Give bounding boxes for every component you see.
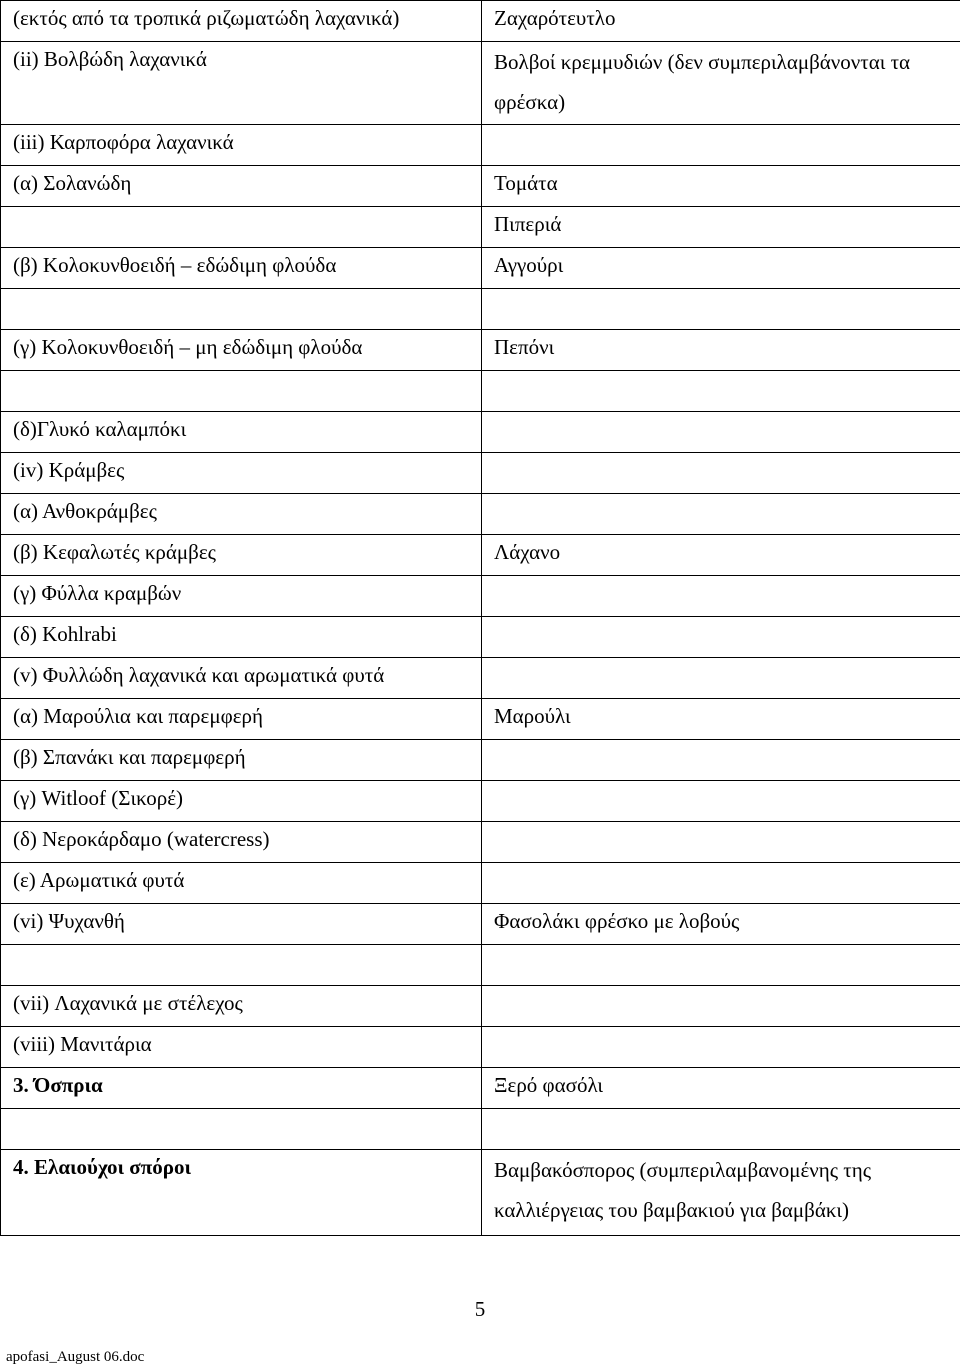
table-cell-category [1,740,482,781]
table-row [1,1109,960,1150]
cell-text [494,781,950,788]
table-cell-category [1,699,482,740]
cell-text: (γ) Κολοκυνθοειδή – μη εδώδιμη φλούδα [13,335,363,359]
table-cell-category [1,42,482,125]
cell-text: Βολβοί κρεμμυδιών (δεν συμπεριλαμβάνονται τα φρέσκα) [494,50,911,114]
cell-text [494,822,950,829]
table-cell-category [1,535,482,576]
table-row [1,330,960,371]
cell-text [494,494,950,501]
table-cell-category [1,576,482,617]
table-row [1,125,960,166]
table-row [1,1150,960,1236]
table-row [1,289,960,330]
cell-text: 3. Όσπρια [13,1073,103,1097]
cell-text: (α) Σολανώδη [13,171,132,195]
table-cell-product [482,822,960,863]
table-cell-product [482,1109,960,1150]
table-cell-category [1,863,482,904]
table-cell-product [482,699,960,740]
table-cell-product [482,330,960,371]
table-cell-category [1,822,482,863]
cell-text [13,1109,471,1116]
cell-text: Φασολάκι φρέσκο με λοβούς [494,909,740,933]
cell-text: Πεπόνι [494,335,555,359]
table-cell-category [1,1,482,42]
table-row [1,576,960,617]
table-row [1,412,960,453]
cell-text: (α) Ανθοκράμβες [13,499,157,523]
table-cell-product [482,207,960,248]
cell-text: Ξερό φασόλι [494,1073,604,1097]
table-row [1,207,960,248]
table-cell-product [482,412,960,453]
table-row [1,453,960,494]
table-cell-product [482,781,960,822]
cell-text: (ε) Αρωματικά φυτά [13,868,185,892]
table-cell-product [482,289,960,330]
cell-text: (vii) Λαχανικά με στέλεχος [13,991,243,1015]
cell-text: (α) Μαρούλια και παρεμφερή [13,704,263,728]
cell-text [494,576,950,583]
table-cell-category [1,658,482,699]
table-cell-product [482,166,960,207]
cell-text: (γ) Witloof (Σικορέ) [13,786,184,810]
table-cell-product [482,658,960,699]
table-cell-category [1,494,482,535]
table-row [1,494,960,535]
cell-text [494,617,950,624]
table-cell-product [482,740,960,781]
table-cell-product [482,494,960,535]
table-cell-category [1,904,482,945]
table-cell-product [482,248,960,289]
cell-text [13,289,471,296]
table-cell-product [482,1150,960,1236]
cell-text: (β) Κεφαλωτές κράμβες [13,540,216,564]
cell-text: Πιπεριά [494,212,562,236]
cell-text: (iv) Κράμβες [13,458,125,482]
cell-text: (viii) Μανιτάρια [13,1032,152,1056]
table-row [1,740,960,781]
table-row [1,822,960,863]
cell-text: (iii) Καρποφόρα λαχανικά [13,130,234,154]
table-cell-product [482,371,960,412]
table-row [1,1027,960,1068]
cell-text: (vi) Ψυχανθή [13,909,125,933]
table-cell-product [482,986,960,1027]
cell-text [494,740,950,747]
table-row [1,658,960,699]
table-row [1,781,960,822]
table-row [1,42,960,125]
cell-text: Λάχανο [494,540,561,564]
cell-text [494,658,950,665]
cell-text [494,945,950,952]
table-cell-category [1,412,482,453]
cell-text [13,207,471,214]
page-number: 5 [474,1297,486,1321]
table-row [1,1,960,42]
cell-text: Ζαχαρότευτλο [494,6,616,30]
table-cell-category [1,945,482,986]
cell-text: (γ) Φύλλα κραμβών [13,581,182,605]
table-row [1,371,960,412]
table-row [1,166,960,207]
cell-text: (δ) Kohlrabi [13,622,117,646]
table-cell-product [482,125,960,166]
cell-text: (v) Φυλλώδη λαχανικά και αρωματικά φυτά [13,663,385,687]
cell-text [494,412,950,419]
table-cell-product [482,42,960,125]
cell-text: (δ) Νεροκάρδαμο (watercress) [13,827,270,851]
table-cell-category [1,1150,482,1236]
table-cell-product [482,1027,960,1068]
footer-filename: apofasi_August 06.doc [6,1349,145,1365]
table-row [1,535,960,576]
table-cell-product [482,1,960,42]
table-cell-product [482,945,960,986]
table-row [1,699,960,740]
cell-text: (δ)Γλυκό καλαμπόκι [13,417,187,441]
table-cell-category [1,453,482,494]
table-row [1,863,960,904]
cell-text: Αγγούρι [494,253,564,277]
table-cell-category [1,1068,482,1109]
table-cell-category [1,125,482,166]
cell-text: 4. Ελαιούχοι σπόροι [13,1155,191,1179]
cell-text: (β) Σπανάκι και παρεμφερή [13,745,246,769]
table-cell-category [1,289,482,330]
table-cell-product [482,863,960,904]
cell-text [494,986,950,993]
cell-text [494,371,950,378]
table-row [1,945,960,986]
table-cell-product [482,1068,960,1109]
cell-text: Βαμβακόσπορος (συμπεριλαμβανομένης της καλλιέργειας του βαμβακιού για βαμβάκι) [494,1158,872,1222]
cell-text [494,125,950,132]
table-cell-category [1,330,482,371]
table-cell-category [1,1109,482,1150]
table-cell-category [1,1027,482,1068]
table-cell-category [1,781,482,822]
table-row [1,986,960,1027]
table-row [1,248,960,289]
cell-text: (β) Κολοκυνθοειδή – εδώδιμη φλούδα [13,253,337,277]
cell-text [494,289,950,296]
cell-text [494,453,950,460]
cell-text: (εκτός από τα τροπικά ριζωματώδη λαχανικά) [13,6,400,30]
table-cell-category [1,617,482,658]
cell-text [13,945,471,952]
table-cell-category [1,207,482,248]
table-cell-category [1,371,482,412]
table-cell-category [1,166,482,207]
cell-text [494,863,950,870]
table-cell-product [482,453,960,494]
cell-text: Τομάτα [494,171,558,195]
table-row [1,1068,960,1109]
table-row [1,904,960,945]
cell-text [494,1027,950,1034]
cell-text: Μαρούλι [494,704,571,728]
cell-text [13,371,471,378]
cell-text: (ii) Βολβώδη λαχανικά [13,47,207,71]
cell-text [494,1109,950,1116]
table-cell-product [482,535,960,576]
table-cell-category [1,986,482,1027]
table-cell-category [1,248,482,289]
table-row [1,617,960,658]
table-cell-product [482,576,960,617]
table-cell-product [482,904,960,945]
table-cell-product [482,617,960,658]
